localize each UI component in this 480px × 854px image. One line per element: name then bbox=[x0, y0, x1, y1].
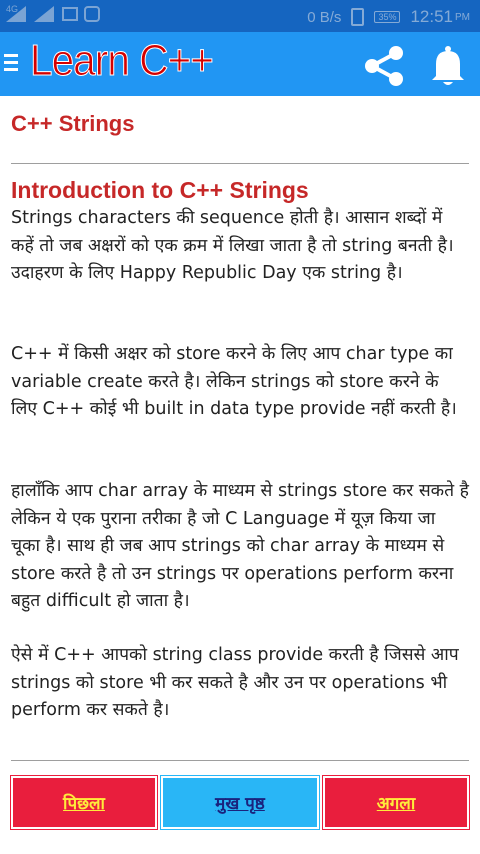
bell-icon[interactable] bbox=[428, 44, 468, 88]
divider-top bbox=[11, 163, 469, 164]
page-title: C++ Strings bbox=[11, 111, 135, 136]
status-bar bbox=[0, 0, 480, 32]
paragraph-2: C++ में किसी अक्षर को store करने के लिए आप char type का variable create करते है। लेकिन strings को store करने के लिए C++ कोई भी built in data type provide नहीं करती है। bbox=[11, 344, 457, 419]
status-left-icons bbox=[6, 6, 100, 22]
signal-icon-1 bbox=[6, 6, 28, 22]
clock-ampm: PM bbox=[455, 11, 470, 23]
previous-button[interactable]: पिछला bbox=[11, 776, 157, 829]
image-notification-icon bbox=[62, 7, 78, 21]
bottom-navigation bbox=[11, 776, 469, 829]
network-speed: 0 B/s bbox=[307, 8, 342, 26]
signal-icon-2 bbox=[34, 6, 56, 22]
share-icon[interactable] bbox=[360, 44, 408, 88]
status-right-icons bbox=[307, 7, 470, 27]
instagram-notification-icon bbox=[84, 6, 100, 22]
clock: 12:51 bbox=[410, 7, 453, 26]
app-title: Learn C++ bbox=[30, 36, 214, 85]
battery-icon: 35% bbox=[374, 11, 400, 23]
section-heading: Introduction to C++ Strings bbox=[11, 177, 309, 203]
menu-icon[interactable] bbox=[4, 54, 18, 75]
divider-bottom bbox=[11, 760, 469, 761]
next-button[interactable]: अगला bbox=[323, 776, 469, 829]
home-button[interactable]: मुख पृष्ठ bbox=[161, 776, 319, 829]
paragraph-4: ऐसे में C++ आपको string class provide करती है जिससे आप strings को store भी कर सकते है और उन पर operations भी perform कर सकते है। bbox=[11, 645, 459, 720]
paragraph-1: Strings characters की sequence होती है। आसान शब्दों में कहें तो जब अक्षरों को एक क्रम में लिखा जाता है तो string बनती है। उदाहरण के लिए Happy Republic Day एक string है। bbox=[11, 208, 454, 283]
vibrate-icon bbox=[351, 8, 364, 26]
network-type-label: 4G bbox=[6, 4, 19, 14]
paragraph-3: हालाँकि आप char array के माध्यम से strings store कर सकते है लेकिन ये एक पुराना तरीका है जो C Language में यूज़ किया जा चूका है। साथ ही जब आप strings को char array के माध्यम से store करते है तो उन strings पर operations perform करना बहुत difficult हो जाता है। bbox=[11, 481, 469, 611]
app-bar bbox=[0, 32, 480, 96]
